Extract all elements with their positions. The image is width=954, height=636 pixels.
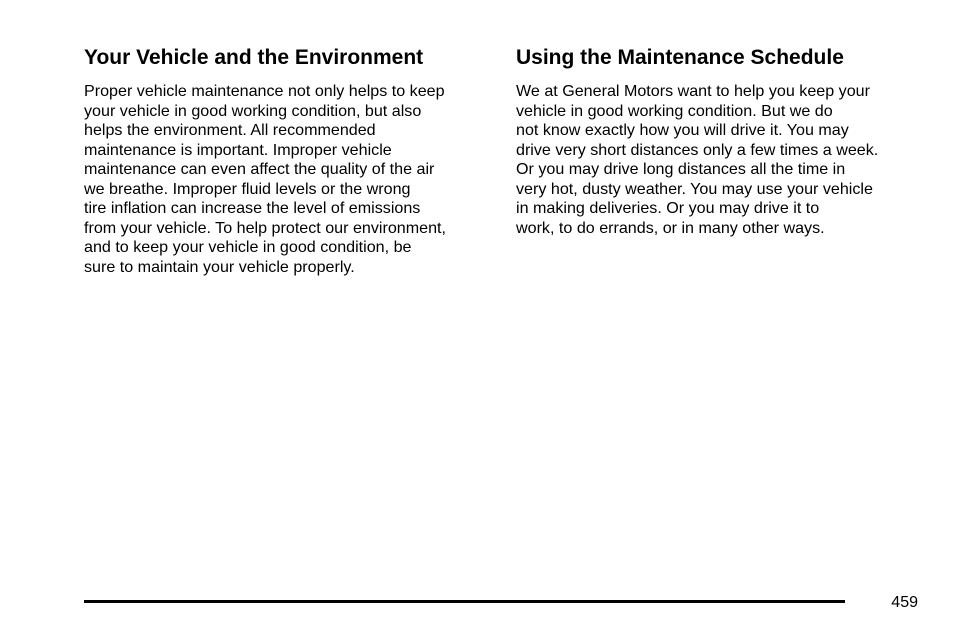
paragraph-line: and to keep your vehicle in good condition, be	[84, 238, 412, 256]
right-section	[516, 44, 926, 238]
paragraph-line: in making deliveries. Or you may drive it to	[516, 199, 820, 217]
paragraph-line: from your vehicle. To help protect our environment,	[84, 218, 446, 237]
section-heading-environment: Your Vehicle and the Environment	[84, 46, 424, 69]
section-heading-maintenance-schedule: Using the Maintenance Schedule	[516, 46, 844, 69]
paragraph-line: work, to do errands, or in many other ways.	[516, 218, 825, 237]
paragraph-line: We at General Motors want to help you keep your	[516, 82, 870, 100]
paragraph-line: drive very short distances only a few times a week.	[516, 140, 879, 159]
paragraph-line: sure to maintain your vehicle properly.	[84, 257, 355, 276]
page-number: 459	[891, 594, 918, 611]
section-paragraph-environment	[84, 82, 494, 277]
paragraph-line: vehicle in good working condition. But we do	[516, 101, 833, 120]
section-paragraph-maintenance-schedule	[516, 82, 926, 238]
left-section	[84, 44, 494, 277]
paragraph-line: Proper vehicle maintenance not only helps to keep	[84, 82, 445, 100]
paragraph-line: Or you may drive long distances all the time in	[516, 160, 846, 178]
paragraph-line: tire inflation can increase the level of emissions	[84, 199, 421, 217]
footer-rule	[84, 600, 845, 603]
paragraph-line: very hot, dusty weather. You may use your vehicle	[516, 179, 873, 198]
paragraph-line: we breathe. Improper fluid levels or the wrong	[84, 179, 411, 198]
paragraph-line: maintenance is important. Improper vehicle	[84, 140, 392, 159]
paragraph-line: not know exactly how you will drive it. You may	[516, 121, 849, 139]
paragraph-line: your vehicle in good working condition, but also	[84, 101, 422, 120]
paragraph-line: maintenance can even affect the quality of the air	[84, 160, 435, 178]
paragraph-line: helps the environment. All recommended	[84, 121, 376, 139]
